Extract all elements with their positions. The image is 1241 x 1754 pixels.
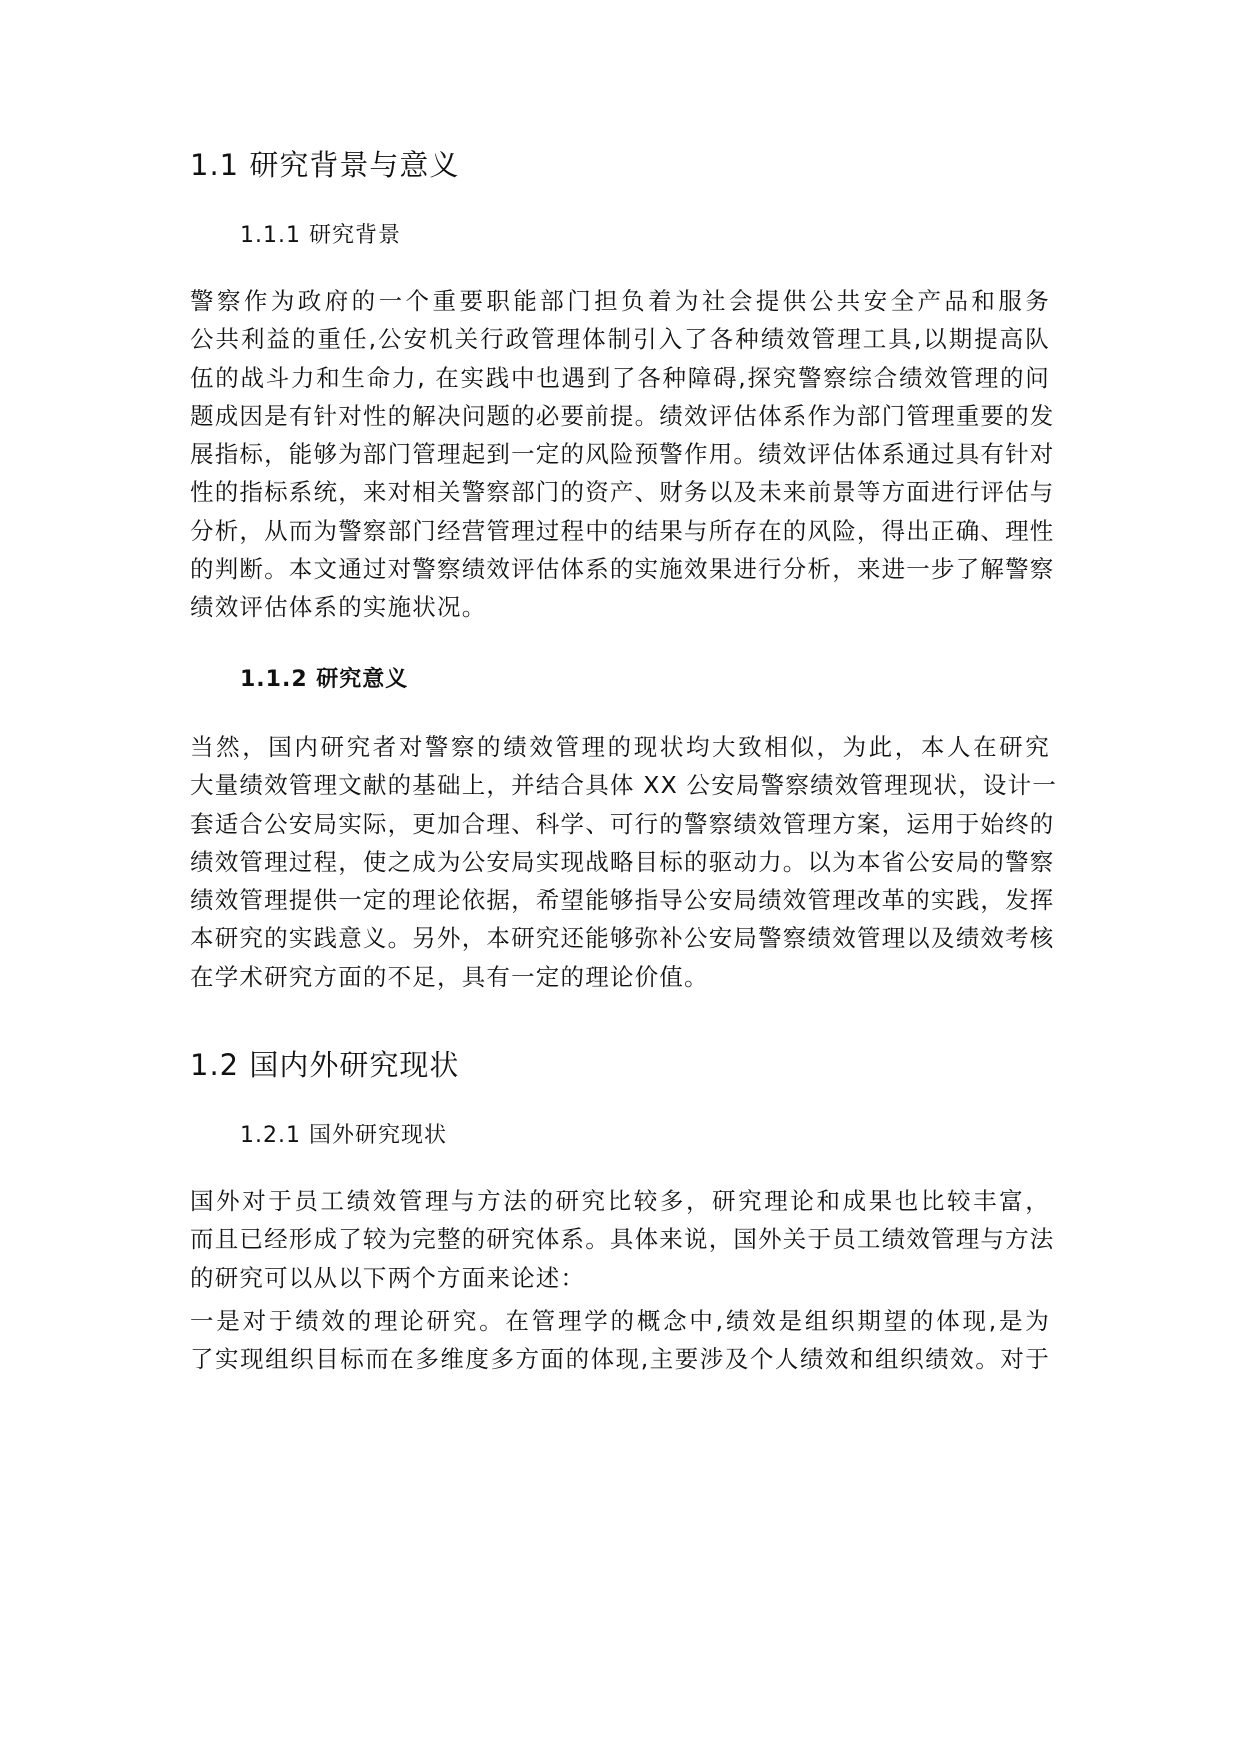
subsection-heading-1-2-1: 1.2.1 国外研究现状 [240,1123,447,1148]
text-line: 性的指标系统，来对相关警察部门的资产、财务以及未来前景等方面进行评估与 [190,478,1055,507]
text-line: 分析，从而为警察部门经营管理过程中的结果与所存在的风险，得出正确、理性 [190,516,1055,545]
subsection-heading-1-1-2: 1.1.2 研究意义 [240,667,409,692]
text-line: 一是对于绩效的理论研究。在管理学的概念中,绩效是组织期望的体现,是为 [190,1307,1050,1335]
text-line: 的研究可以从以下两个方面来论述： [190,1263,586,1292]
paragraph-performance-theory [190,1302,1050,1379]
paragraph-research-significance [190,728,1058,996]
subsection-heading-1-1-1: 1.1.1 研究背景 [240,223,401,248]
text-line: 而且已经形成了较为完整的研究体系。具体来说，国外关于员工绩效管理与方法 [190,1225,1055,1254]
text-line: 本研究的实践意义。另外，本研究还能够弥补公安局警察绩效管理以及绩效考核 [190,924,1055,953]
text-line: 的判断。本文通过对警察绩效评估体系的实施效果进行分析，来进一步了解警察 [190,555,1055,584]
section-heading-1-1: 1.1 研究背景与意义 [190,148,460,182]
paragraph-research-background [190,282,1055,627]
text-line: 了实现组织目标而在多维度多方面的体现,主要涉及个人绩效和组织绩效。对于 [190,1345,1050,1374]
text-line: 绩效评估体系的实施状况。 [190,593,487,622]
text-line: 警察作为政府的一个重要职能部门担负着为社会提供公共安全产品和服务 [190,287,1050,315]
text-line: 绩效管理提供一定的理论依据，希望能够指导公安局绩效管理改革的实践，发挥 [190,886,1055,915]
text-line: 在学术研究方面的不足，具有一定的理论价值。 [190,962,709,991]
text-line: 国外对于员工绩效管理与方法的研究比较多，研究理论和成果也比较丰富， [190,1187,1050,1215]
text-line: 绩效管理过程，使之成为公安局实现战略目标的驱动力。以为本省公安局的警察 [190,847,1055,876]
text-line: 当然，国内研究者对警察的绩效管理的现状均大致相似，为此，本人在研究 [190,733,1050,761]
text-line: 公共利益的重任,公安机关行政管理体制引入了各种绩效管理工具,以期提高队 [190,325,1050,354]
text-line: 大量绩效管理文献的基础上，并结合具体 XX 公安局警察绩效管理现状，设计一 [190,771,1058,800]
text-line: 题成因是有针对性的解决问题的必要前提。绩效评估体系作为部门管理重要的发 [190,401,1055,430]
paragraph-foreign-research-intro [190,1182,1055,1297]
text-line: 套适合公安局实际，更加合理、科学、可行的警察绩效管理方案，运用于始终的 [190,809,1055,838]
section-heading-1-2: 1.2 国内外研究现状 [190,1048,460,1082]
text-line: 伍的战斗力和生命力, 在实践中也遇到了各种障碍,探究警察综合绩效管理的问 [190,363,1050,392]
text-line: 展指标，能够为部门管理起到一定的风险预警作用。绩效评估体系通过具有针对 [190,440,1055,469]
